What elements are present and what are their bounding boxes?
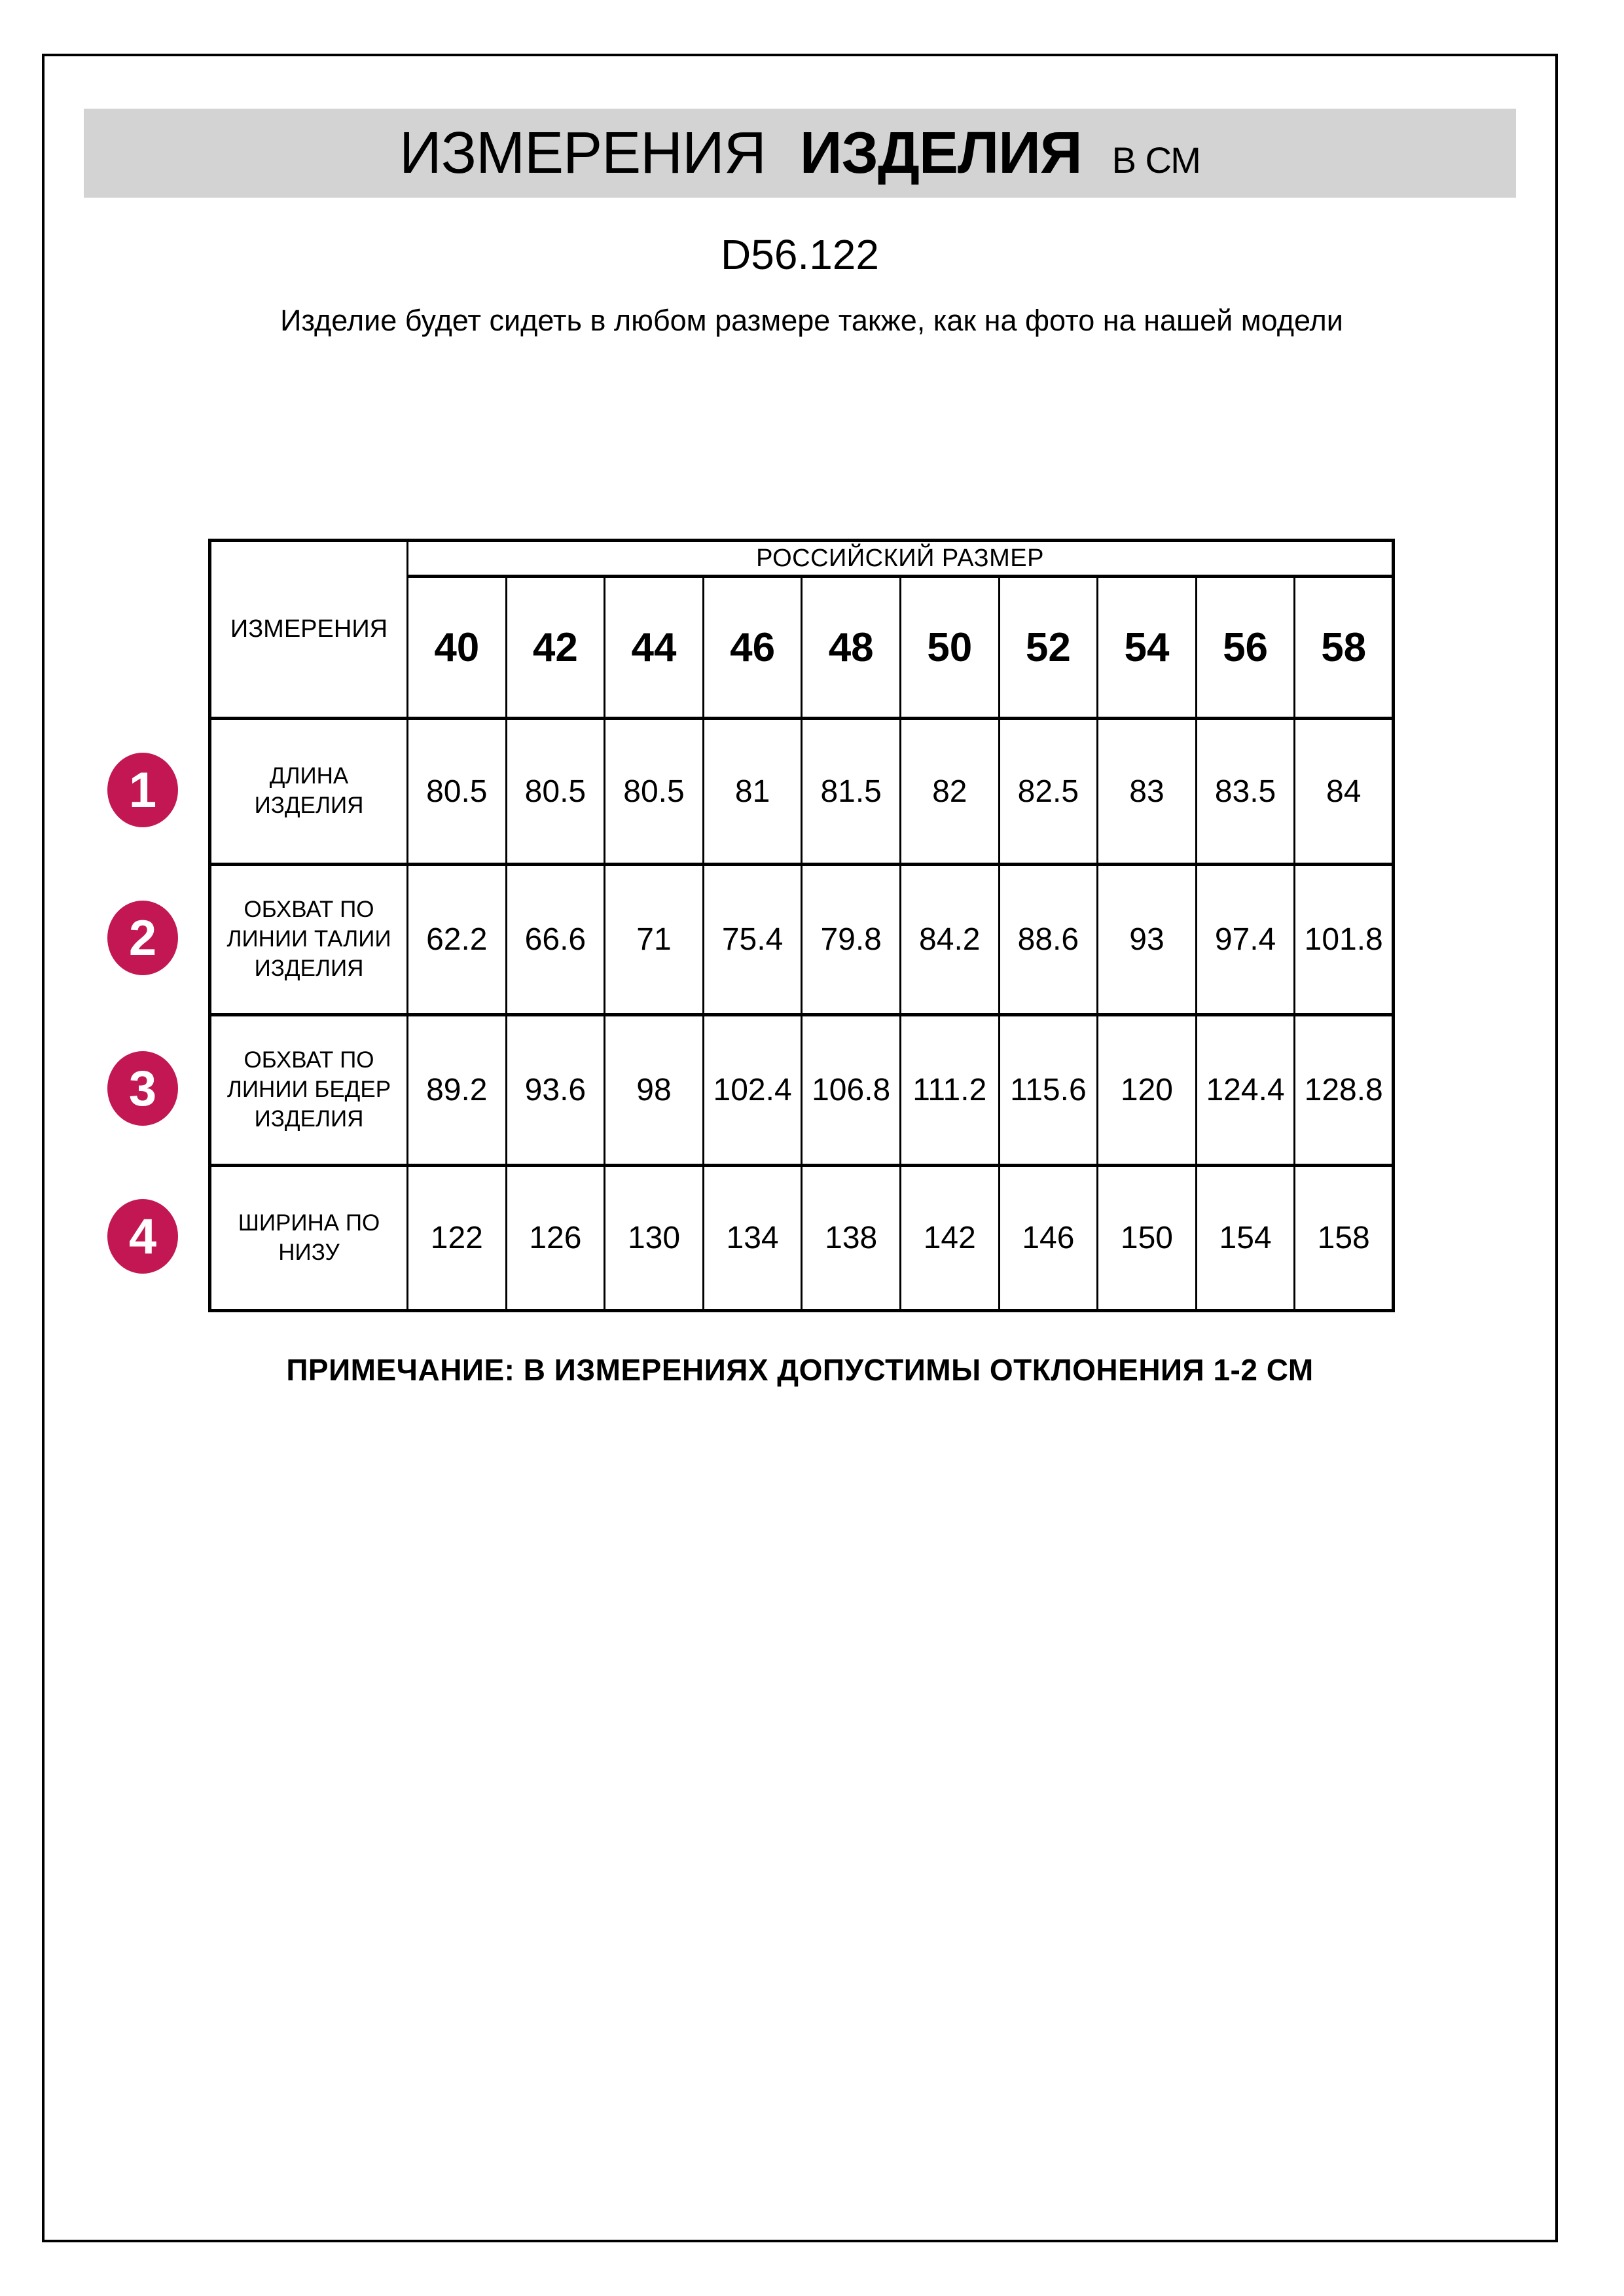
measurement-value: 150 [1098,1166,1197,1311]
measurement-value: 81 [703,719,802,865]
size-table [208,539,1395,1312]
tolerance-note: ПРИМЕЧАНИЕ: В ИЗМЕРЕНИЯХ ДОПУСТИМЫ ОТКЛОНЕНИЯ 1-2 СМ [286,1353,1314,1387]
measurement-value: 84 [1295,719,1394,865]
measurement-value: 142 [900,1166,999,1311]
row-number-badge: 2 [107,901,178,975]
measurement-value: 83.5 [1196,719,1295,865]
measurement-value: 82.5 [999,719,1098,865]
size-table-wrap [208,539,1395,1312]
size-header-cell: 54 [1098,577,1197,719]
measurement-value: 130 [605,1166,704,1311]
measurement-value: 146 [999,1166,1098,1311]
row-number-badge: 3 [107,1051,178,1126]
measurement-value: 111.2 [900,1015,999,1166]
size-header-cell: 46 [703,577,802,719]
measurement-value: 126 [506,1166,605,1311]
measurement-label: ДЛИНА ИЗДЕЛИЯ [210,719,408,865]
size-header-cell: 44 [605,577,704,719]
measurement-value: 134 [703,1166,802,1311]
measurement-value: 106.8 [802,1015,901,1166]
title-word-measurements: ИЗМЕРЕНИЯ [399,120,766,186]
measurement-value: 80.5 [408,719,507,865]
measurement-value: 82 [900,719,999,865]
measurement-value: 97.4 [1196,865,1295,1015]
measurement-row [210,865,1394,1015]
title-units: В СМ [1111,139,1200,181]
measurement-value: 115.6 [999,1015,1098,1166]
title-word-product: ИЗДЕЛИЯ [799,120,1082,186]
measurement-value: 138 [802,1166,901,1311]
measurement-value: 101.8 [1295,865,1394,1015]
measurement-value: 62.2 [408,865,507,1015]
measurement-value: 122 [408,1166,507,1311]
measurement-value: 71 [605,865,704,1015]
measurement-value: 66.6 [506,865,605,1015]
size-header-cell: 48 [802,577,901,719]
measurement-value: 75.4 [703,865,802,1015]
group-header-row [210,541,1394,577]
measurements-corner-label: ИЗМЕРЕНИЯ [210,541,408,719]
measurement-value: 83 [1098,719,1197,865]
measurement-value: 154 [1196,1166,1295,1311]
measurement-value: 80.5 [605,719,704,865]
measurement-label: ОБХВАТ ПО ЛИНИИ БЕДЕР ИЗДЕЛИЯ [210,1015,408,1166]
measurement-value: 128.8 [1295,1015,1394,1166]
size-header-cell: 50 [900,577,999,719]
measurement-value: 124.4 [1196,1015,1295,1166]
row-number-badge: 1 [107,753,178,827]
measurement-value: 88.6 [999,865,1098,1015]
page-title [399,120,1200,187]
measurement-row [210,1166,1394,1311]
size-header-cell: 42 [506,577,605,719]
product-code: D56.122 [721,231,879,278]
russian-size-header: РОССИЙСКИЙ РАЗМЕР [408,541,1394,577]
fit-description: Изделие будет сидеть в любом размере также, как на фото на нашей модели [280,304,1343,337]
measurement-value: 93.6 [506,1015,605,1166]
measurement-value: 81.5 [802,719,901,865]
measurement-value: 120 [1098,1015,1197,1166]
row-number-badge: 4 [107,1199,178,1274]
measurement-value: 84.2 [900,865,999,1015]
size-header-cell: 40 [408,577,507,719]
title-banner [84,109,1516,198]
size-header-cell: 56 [1196,577,1295,719]
measurement-row [210,719,1394,865]
measurement-value: 89.2 [408,1015,507,1166]
size-header-cell: 58 [1295,577,1394,719]
measurement-label: ШИРИНА ПО НИЗУ [210,1166,408,1311]
measurement-value: 102.4 [703,1015,802,1166]
measurement-value: 80.5 [506,719,605,865]
size-header-cell: 52 [999,577,1098,719]
measurement-value: 158 [1295,1166,1394,1311]
measurement-value: 98 [605,1015,704,1166]
measurement-label: ОБХВАТ ПО ЛИНИИ ТАЛИИ ИЗДЕЛИЯ [210,865,408,1015]
measurement-value: 79.8 [802,865,901,1015]
measurement-row [210,1015,1394,1166]
measurement-value: 93 [1098,865,1197,1015]
